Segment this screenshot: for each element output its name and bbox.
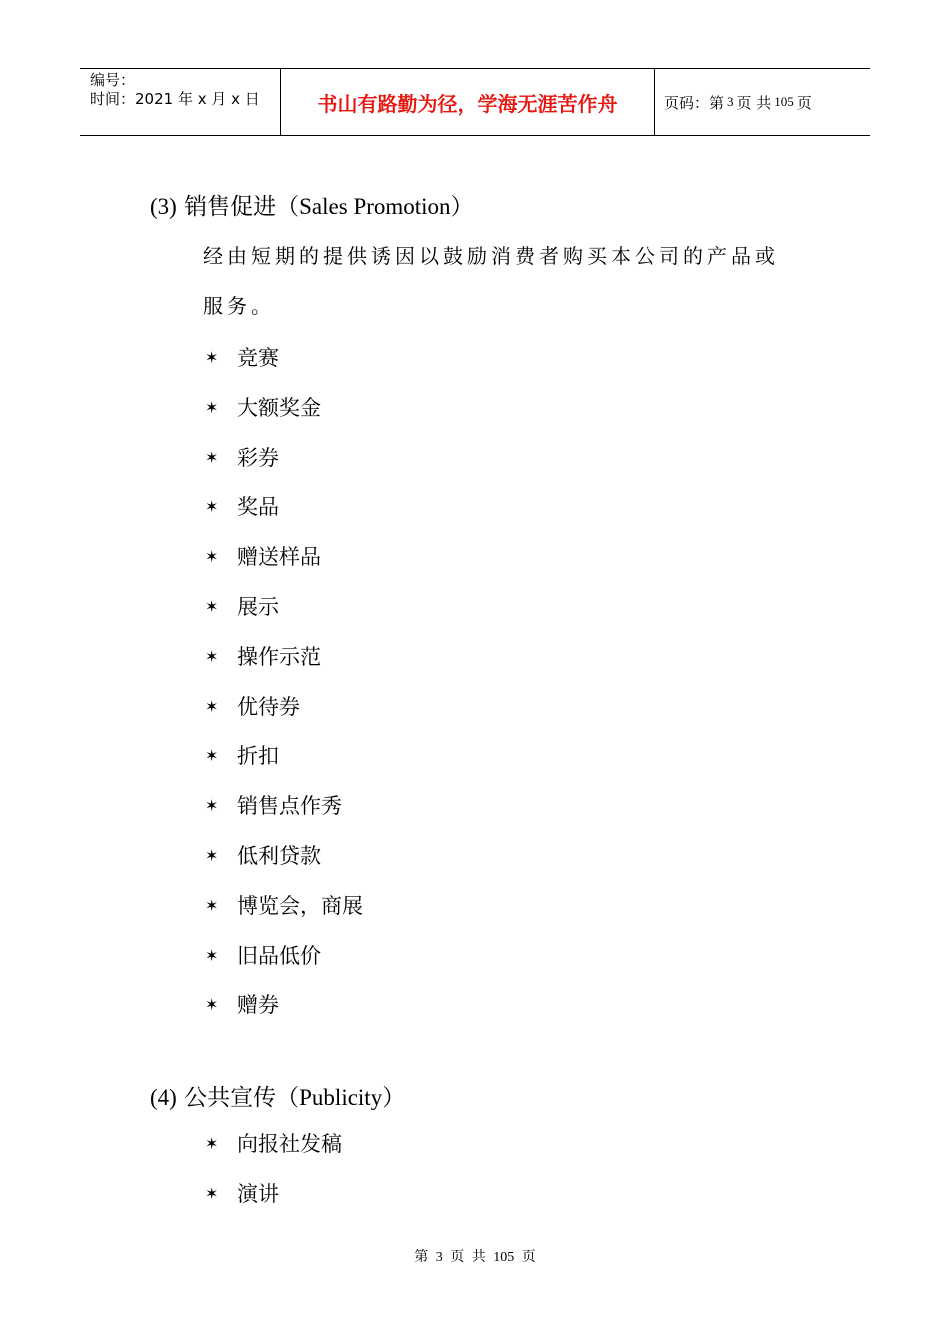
section-3-heading [150,188,474,221]
list-item-label: 赠送样品 [237,545,321,570]
page-footer: 第 3 页 共 105 页 [414,1250,536,1265]
page-middle: 页 共 [736,93,772,112]
list-item [205,593,279,621]
page-prefix: 页码：第 [664,93,725,112]
star-bullet-icon: ✶ [205,646,219,666]
list-item-label: 旧品低价 [237,943,321,968]
star-bullet-icon: ✶ [205,895,219,915]
section-3-english: （Sales Promotion） [276,194,474,219]
section-3-intro-line-1: 经由短期的提供诱因以鼓励消费者购买本公司的产品或 [203,244,779,268]
motto: 书山有路勤为径，学海无涯苦作舟 [317,91,618,116]
star-bullet-icon: ✶ [205,945,219,965]
star-bullet-icon: ✶ [205,696,219,716]
list-item [205,693,300,721]
list-item-label: 展示 [237,595,279,619]
list-item [205,444,279,472]
star-bullet-icon: ✶ [205,746,219,766]
star-bullet-icon: ✶ [205,397,219,417]
list-item-label: 操作示范 [237,644,321,669]
page-header [80,68,870,136]
star-bullet-icon: ✶ [205,796,219,816]
list-item [205,643,321,671]
list-item [205,742,279,770]
star-bullet-icon: ✶ [205,348,219,367]
star-bullet-icon: ✶ [205,846,219,865]
time-label: 时间：2021 年 x 月 x 日 [90,90,260,108]
page-suffix: 页 [796,93,812,112]
list-item-label: 销售点作秀 [237,794,342,819]
header-info-cell [80,69,281,135]
section-4-number: (4) [150,1085,177,1110]
list-item [205,842,321,870]
page-total: 105 [774,94,794,109]
section-4-english: （Publicity） [276,1085,406,1110]
list-item [205,991,279,1019]
list-item-label: 彩券 [237,445,279,470]
list-item [205,942,321,970]
list-item-label: 奖品 [237,495,279,520]
section-3-title: 销售促进 [184,194,277,220]
list-item [205,1180,279,1208]
list-item [205,344,279,372]
star-bullet-icon: ✶ [205,547,219,567]
list-item-label: 优待券 [237,694,300,719]
page-current: 3 [727,94,734,109]
list-item [205,394,321,422]
list-item [205,792,342,820]
list-item-label: 赠券 [237,993,279,1018]
star-bullet-icon: ✶ [205,597,219,616]
star-bullet-icon: ✶ [205,1134,219,1153]
number-label: 编号： [90,71,136,89]
star-bullet-icon: ✶ [205,995,219,1015]
list-item [205,892,363,920]
section-3-number: (3) [150,194,177,219]
section-4-heading [150,1079,405,1112]
header-motto-cell [281,69,655,135]
list-item-label: 竞赛 [237,346,279,370]
list-item [205,543,321,571]
section-3-intro-line-2: 服务。 [203,294,275,318]
star-bullet-icon: ✶ [205,447,219,467]
list-item [205,493,279,521]
list-item-label: 博览会，商展 [237,893,363,918]
section-4-title: 公共宣传 [184,1085,277,1111]
list-item-label: 向报社发稿 [237,1132,342,1156]
list-item-label: 大额奖金 [237,395,321,420]
list-item [205,1130,342,1158]
star-bullet-icon: ✶ [205,497,219,517]
list-item-label: 折扣 [237,744,279,769]
list-item-label: 低利贷款 [237,844,321,868]
list-item-label: 演讲 [237,1182,279,1206]
header-page-cell [655,69,870,135]
star-bullet-icon: ✶ [205,1184,219,1203]
